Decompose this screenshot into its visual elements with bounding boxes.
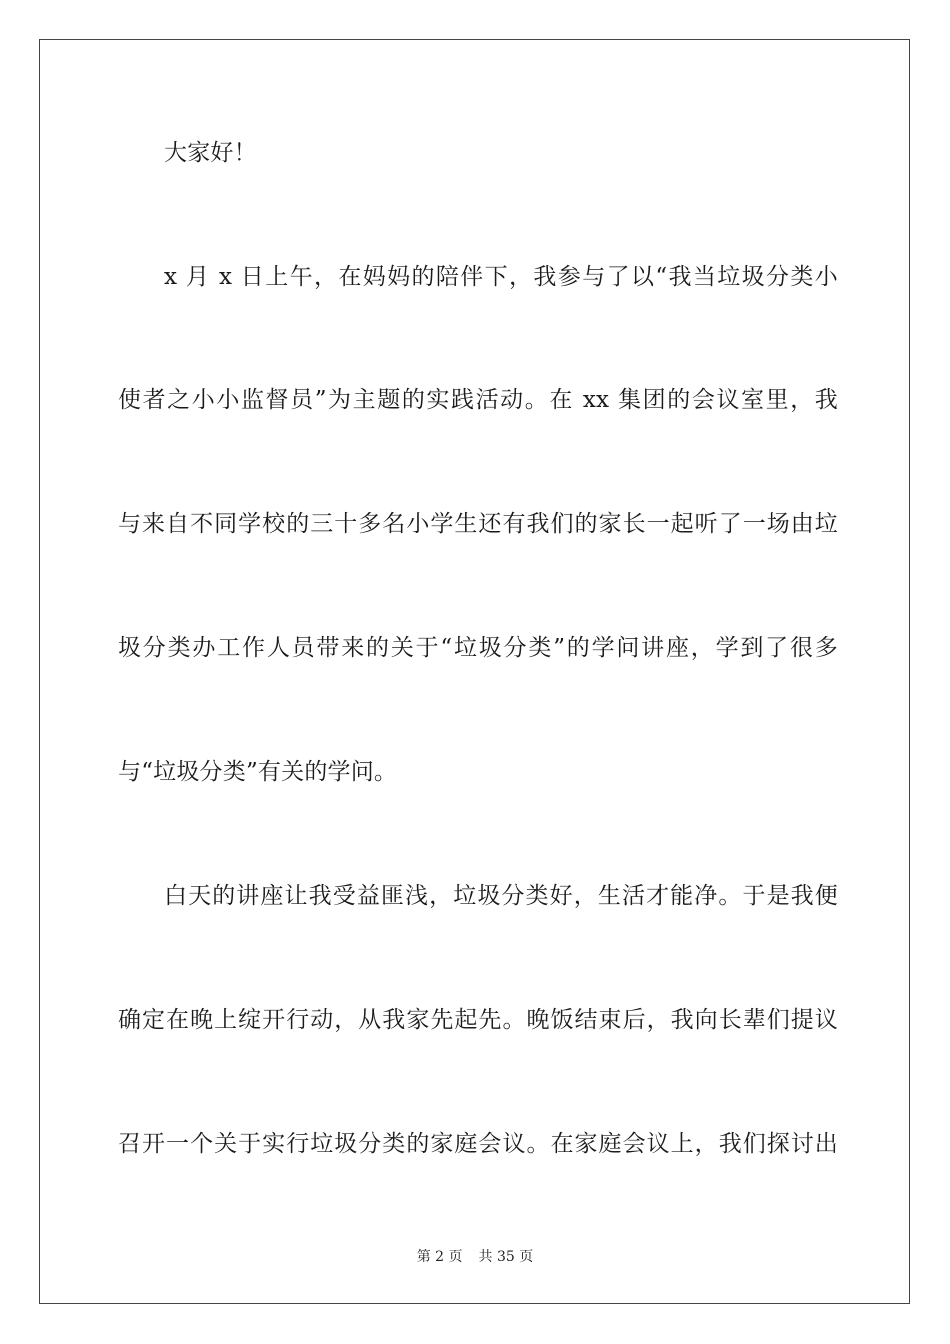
paragraph-2-line-3: 召开一个关于实行垃圾分类的家庭会议。在家庭会议上，我们探讨出 xyxy=(118,1131,838,1157)
page-number: 第 2 页 xyxy=(416,1249,463,1265)
paragraph-2-line-1: 白天的讲座让我受益匪浅，垃圾分类好，生活才能净。于是我便 xyxy=(164,883,838,909)
page-footer xyxy=(0,1248,950,1266)
text-line-greeting: 大家好！ xyxy=(164,140,257,166)
paragraph-1-line-2: 使者之小小监督员”为主题的实践活动。在 xx 集团的会议室里，我 xyxy=(118,387,838,413)
paragraph-1-line-3: 与来自不同学校的三十多名小学生还有我们的家长一起听了一场由垃 xyxy=(118,511,838,537)
page-border xyxy=(39,39,910,1304)
paragraph-1-line-5: 与“垃圾分类”有关的学问。 xyxy=(118,759,398,785)
paragraph-1-line-4: 圾分类办工作人员带来的关于“垃圾分类”的学问讲座，学到了很多 xyxy=(118,635,838,661)
paragraph-1-line-1: x 月 x 日上午，在妈妈的陪伴下，我参与了以“我当垃圾分类小 xyxy=(164,264,838,290)
page-total: 共 35 页 xyxy=(478,1249,534,1265)
paragraph-2-line-2: 确定在晚上绽开行动，从我家先起先。晚饭结束后，我向长辈们提议 xyxy=(118,1007,838,1033)
